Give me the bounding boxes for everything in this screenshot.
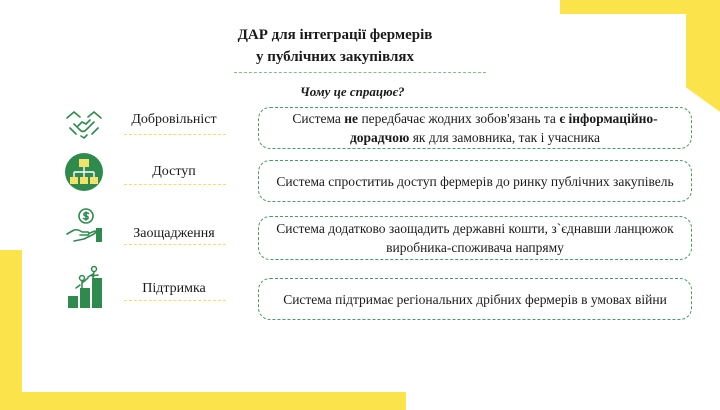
row-label-savings: Заощадження <box>133 226 215 241</box>
decorative-frame-bottom <box>0 392 406 410</box>
title-line-2: у публічних закупівлях <box>255 49 415 65</box>
description-text: Система додатково заощадить державні кошти, з`єднавши ланцюжок виробника-споживача напряму <box>276 221 674 255</box>
row-label-voluntary: Добровільніст <box>131 112 217 127</box>
description-box-access <box>258 160 692 202</box>
money-hand-icon <box>64 206 104 246</box>
row-label-access: Доступ <box>152 164 196 179</box>
label-underline <box>124 300 226 301</box>
label-underline <box>124 244 226 245</box>
row-label-support: Підтримка <box>142 281 206 296</box>
description-box-support <box>258 278 692 320</box>
slide-title <box>200 24 470 68</box>
description-text: Система підтримає регіональних дрібних фермерів в умовах війни <box>283 291 667 307</box>
description-text: Система спроститиь доступ фермерів до ринку публічних закупівель <box>276 173 674 189</box>
network-icon <box>64 152 104 192</box>
title-line-1: ДАР для інтеграції фермерів <box>237 27 433 43</box>
slide-subtitle: Чому це спрацює? <box>300 84 405 99</box>
climbing-support-icon <box>64 264 104 304</box>
label-underline <box>124 134 226 135</box>
decorative-frame-right <box>686 0 720 112</box>
description-box-voluntary <box>258 107 692 149</box>
handshake-icon <box>64 104 104 144</box>
decorative-frame-left <box>0 250 22 410</box>
description-text: Система не передбачає жодних зобов'язань та є інформаційно-дорадчою як для замовника, так і учасника <box>292 111 658 145</box>
description-box-savings <box>258 216 692 260</box>
title-divider <box>234 72 486 73</box>
label-underline <box>124 184 226 185</box>
